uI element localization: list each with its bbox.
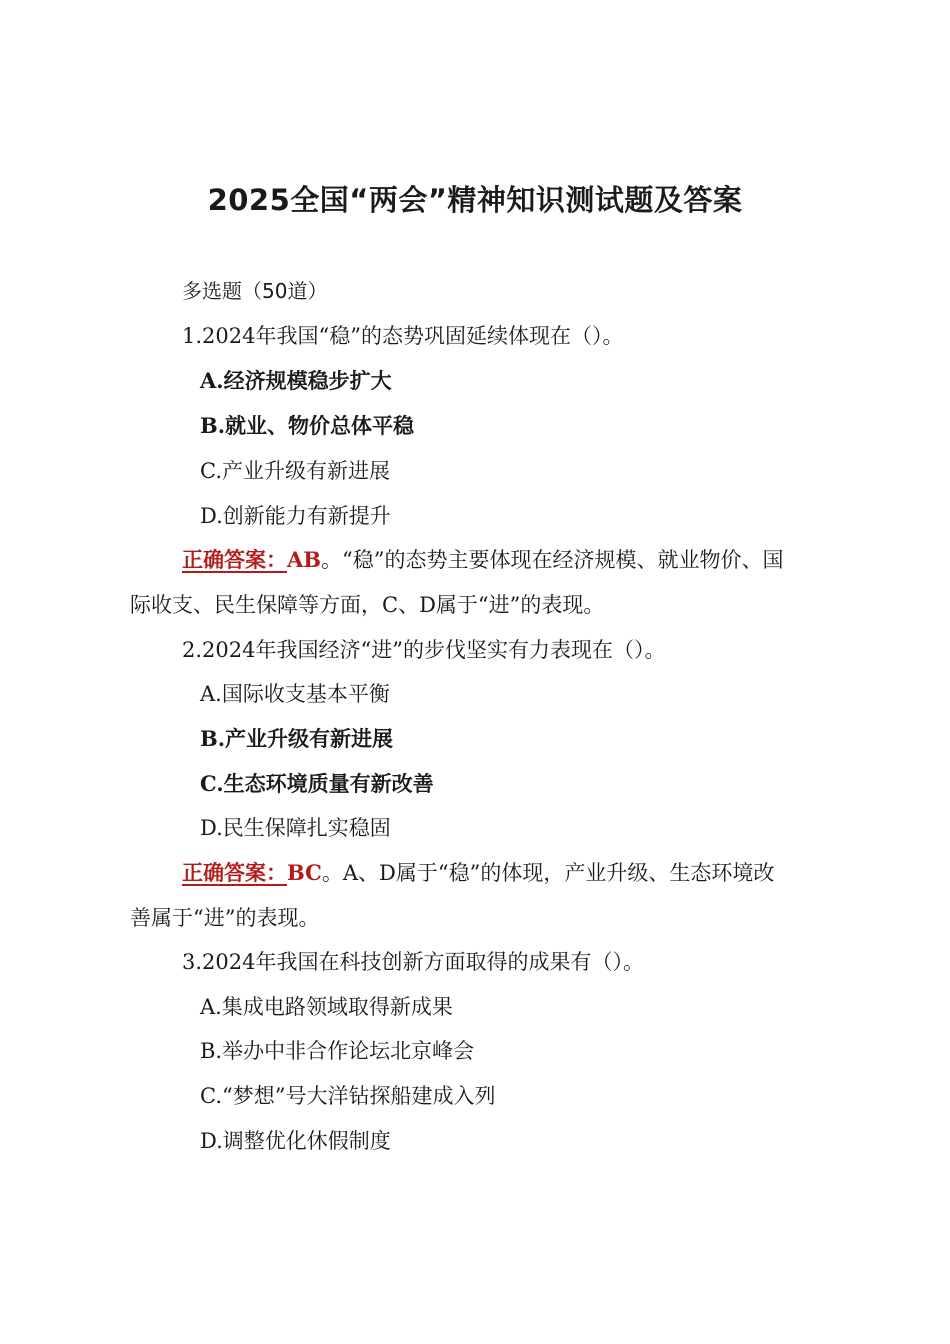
question-1-stem: 1.2024年我国“稳”的态势巩固延续体现在（）。 (182, 324, 624, 348)
question-2-explanation-continued: 善属于“进”的表现。 (130, 906, 320, 930)
question-2-option-d: D.民生保障扎实稳固 (200, 816, 391, 840)
question-2-option-b: B.产业升级有新进展 (200, 726, 394, 751)
question-3-option-c: C.“梦想”号大洋钻探船建成入列 (200, 1084, 496, 1108)
question-1-option-c: C.产业升级有新进展 (200, 459, 390, 483)
question-3-stem: 3.2024年我国在科技创新方面取得的成果有（）。 (182, 950, 644, 974)
question-2-option-a: A.国际收支基本平衡 (200, 682, 390, 706)
question-3-option-a: A.集成电路领域取得新成果 (200, 995, 453, 1019)
answer-explanation: 。“稳”的态势主要体现在经济规模、就业物价、国 (321, 548, 784, 572)
question-2-answer (182, 858, 774, 888)
question-1-explanation-continued: 际收支、民生保障等方面，C、D属于“进”的表现。 (130, 593, 605, 617)
answer-letters: AB (287, 547, 322, 572)
question-1-answer (182, 545, 784, 575)
question-2-option-c: C.生态环境质量有新改善 (200, 771, 434, 796)
question-1-option-d: D.创新能力有新提升 (200, 504, 391, 528)
answer-label: 正确答案： (182, 861, 287, 885)
question-3-option-b: B.举办中非合作论坛北京峰会 (200, 1039, 475, 1063)
answer-explanation: 。A、D属于“稳”的体现，产业升级、生态环境改 (321, 861, 775, 885)
answer-letters: BC (287, 860, 322, 885)
question-2-stem: 2.2024年我国经济“进”的步伐坚实有力表现在（）。 (182, 638, 666, 662)
answer-label: 正确答案： (182, 548, 287, 572)
question-3-option-d: D.调整优化休假制度 (200, 1129, 391, 1153)
question-1-option-a: A.经济规模稳步扩大 (200, 368, 392, 393)
question-1-option-b: B.就业、物价总体平稳 (200, 413, 415, 438)
section-heading: 多选题（50道） (182, 279, 328, 303)
document-title: 2025全国“两会”精神知识测试题及答案 (207, 183, 743, 217)
